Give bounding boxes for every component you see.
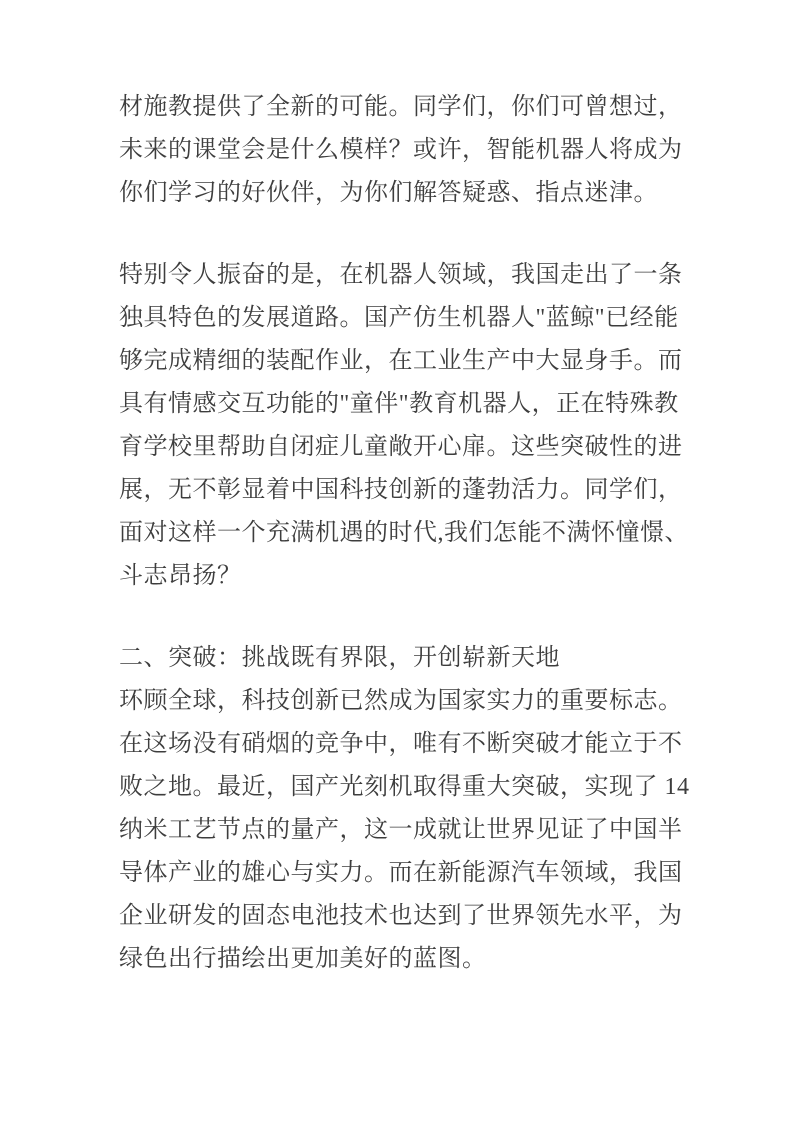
paragraph xyxy=(119,680,690,981)
text-line: 够完成精细的装配作业，在工业生产中大显身手。而 xyxy=(119,348,683,374)
text-line: 绿色出行描绘出更加美好的蓝图。 xyxy=(119,946,487,972)
text-line: 二、突破：挑战既有界限，开创崭新天地 xyxy=(119,645,560,671)
text-line: 企业研发的固态电池技术也达到了世界领先水平，为 xyxy=(119,903,683,929)
text-line: 纳米工艺节点的量产，这一成就让世界见证了中国半 xyxy=(119,817,683,843)
paragraph xyxy=(119,86,683,215)
text-line: 环顾全球，科技创新已然成为国家实力的重要标志。 xyxy=(119,688,683,714)
paragraph xyxy=(119,254,689,598)
text-line: 材施教提供了全新的可能。同学们，你们可曾想过， xyxy=(119,94,683,120)
text-line: 面对这样一个充满机遇的时代,我们怎能不满怀憧憬、 xyxy=(119,520,689,546)
text-line: 独具特色的发展道路。国产仿生机器人"蓝鲸"已经能 xyxy=(119,305,679,331)
text-line: 未来的课堂会是什么模样？或许，智能机器人将成为 xyxy=(119,137,683,163)
text-line: 展，无不彰显着中国科技创新的蓬勃活力。同学们， xyxy=(119,477,683,503)
text-line: 败之地。最近，国产光刻机取得重大突破，实现了 14 xyxy=(119,774,690,800)
text-line: 育学校里帮助自闭症儿童敞开心扉。这些突破性的进 xyxy=(119,434,683,460)
document-body xyxy=(119,86,690,981)
text-line: 导体产业的雄心与实力。而在新能源汽车领域，我国 xyxy=(119,860,683,886)
text-line: 你们学习的好伙伴，为你们解答疑惑、指点迷津。 xyxy=(119,180,658,206)
text-line: 斗志昂扬？ xyxy=(119,563,242,589)
section-heading xyxy=(119,637,677,680)
text-line: 具有情感交互功能的"童伴"教育机器人，正在特殊教 xyxy=(119,391,679,417)
text-line: 特别令人振奋的是，在机器人领域，我国走出了一条 xyxy=(119,262,683,288)
text-line: 在这场没有硝烟的竞争中，唯有不断突破才能立于不 xyxy=(119,731,683,757)
